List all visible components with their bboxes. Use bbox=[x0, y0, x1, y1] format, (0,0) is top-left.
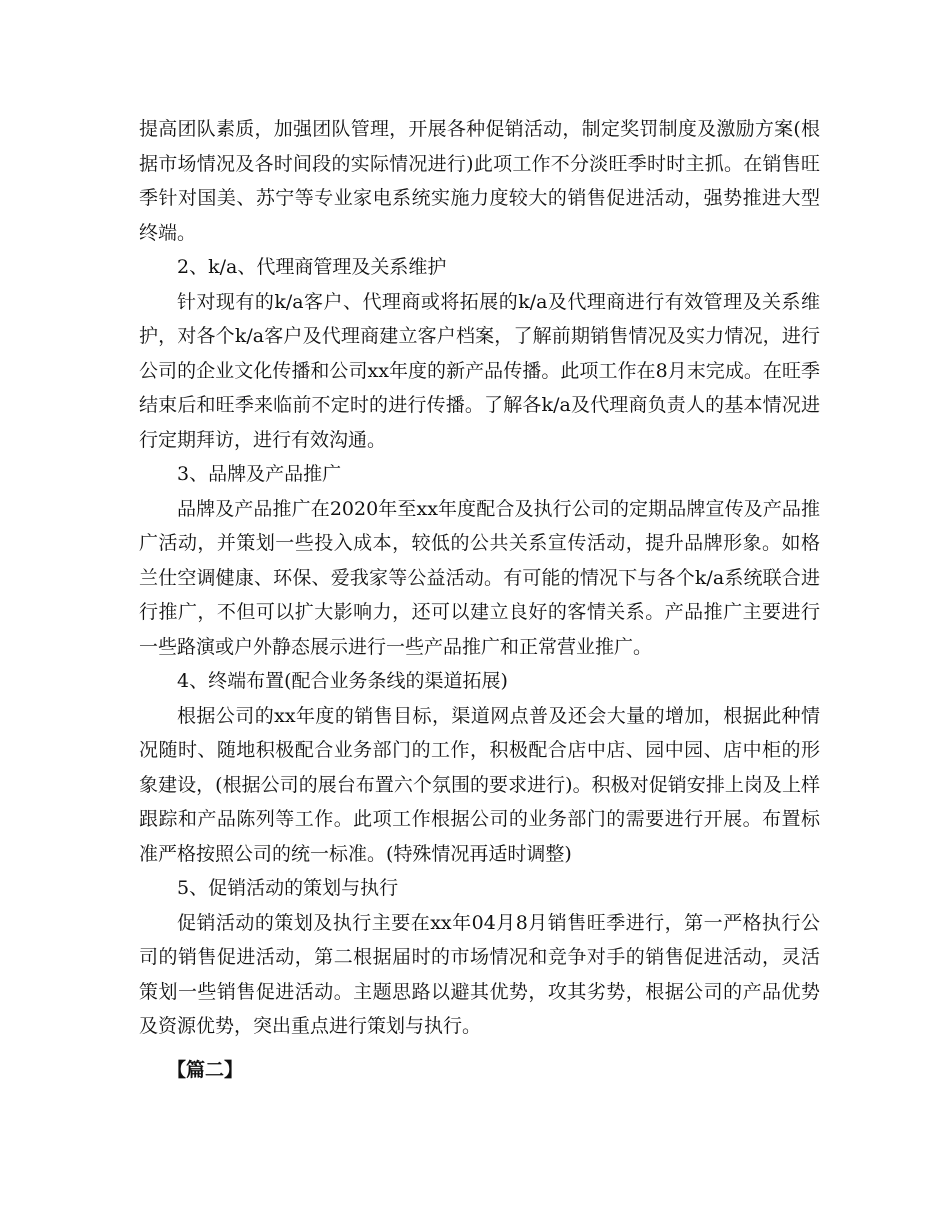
item-4-heading: 4、终端布置(配合业务条线的渠道拓展) bbox=[177, 670, 508, 692]
item-4-body: 根据公司的xx年度的销售目标，渠道网点普及还会大量的增加，根据此种情况随时、随地积极配合业务部门的工作，积极配合店中店、园中园、店中柜的形象建设，(根据公司的展台布置六个氛围的要求进行)。积极对促销安排上岗及上样跟踪和产品陈列等工作。此项工作根据公司的业务部门的需要进行开展。布置标准严格按照公司的统一标准。(特殊情况再适时调整) bbox=[139, 704, 820, 865]
section-title: 【篇二】 bbox=[167, 1058, 244, 1081]
item-5-body: 促销活动的策划及执行主要在xx年04月8月销售旺季进行，第一严格执行公司的销售促进活动，第二根据届时的市场情况和竞争对手的销售促进活动，灵活策划一些销售促进活动。主题思路以避其优势，攻其劣势，根据公司的产品优势及资源优势，突出重点进行策划与执行。 bbox=[139, 911, 820, 1037]
item-3-body: 品牌及产品推广在2020年至xx年度配合及执行公司的定期品牌宣传及产品推广活动，并策划一些投入成本，较低的公共关系宣传活动，提升品牌形象。如格兰仕空调健康、环保、爱我家等公益活动。有可能的情况下与各个k/a系统联合进行推广，不但可以扩大影响力，还可以建立良好的客情关系。产品推广主要进行一些路演或户外静态展示进行一些产品推广和正常营业推广。 bbox=[139, 497, 820, 658]
document-body bbox=[139, 112, 820, 1087]
item-2-heading: 2、k/a、代理商管理及关系维护 bbox=[177, 256, 447, 278]
item-3-heading: 3、品牌及产品推广 bbox=[177, 463, 342, 485]
item-5-heading: 5、促销活动的策划与执行 bbox=[177, 877, 399, 899]
intro-paragraph: 提高团队素质，加强团队管理，开展各种促销活动，制定奖罚制度及激励方案(根据市场情况及各时间段的实际情况进行)此项工作不分淡旺季时时主抓。在销售旺季针对国美、苏宁等专业家电系统实施力度较大的销售促进活动，强势推进大型终端。 bbox=[139, 118, 820, 244]
item-2-body: 针对现有的k/a客户、代理商或将拓展的k/a及代理商进行有效管理及关系维护，对各个k/a客户及代理商建立客户档案，了解前期销售情况及实力情况，进行公司的企业文化传播和公司xx年度的新产品传播。此项工作在8月末完成。在旺季结束后和旺季来临前不定时的进行传播。了解各k/a及代理商负责人的基本情况进行定期拜访，进行有效沟通。 bbox=[139, 290, 820, 451]
